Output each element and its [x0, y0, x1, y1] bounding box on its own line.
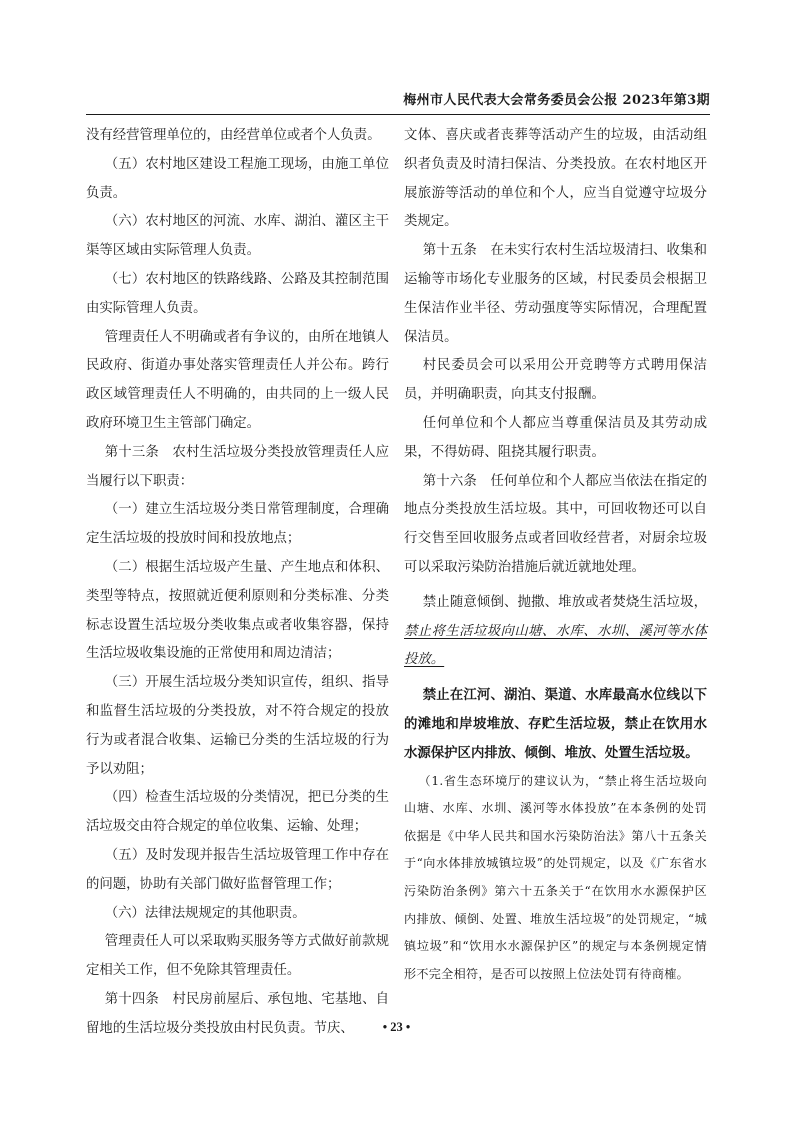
- paragraph: （四）检查生活垃圾的分类情况，把已分类的生活垃圾交由符合规定的单位收集、运输、处理；: [86, 790, 389, 835]
- article-16: 第十六条 任何单位和个人都应当依法在指定的地点分类投放生活垃圾。其中，可回收物还可以自行交售至回收服务点或者回收经营者，对厨余垃圾可以采取污染防治措施后就近就地处理。: [404, 473, 707, 575]
- paragraph: 没有经营管理单位的，由经营单位或者个人负责。: [86, 128, 381, 143]
- right-column: [404, 122, 707, 988]
- bold-paragraph: 禁止在江河、湖泊、渠道、水库最高水位线以下的滩地和岸坡堆放、存贮生活垃圾，禁止在饮用水水源保护区内排放、倾倒、堆放、处置生活垃圾。: [404, 687, 707, 761]
- paragraph: （七）农村地区的铁路线路、公路及其控制范围由实际管理人负责。: [86, 271, 389, 316]
- paragraph: （二）根据生活垃圾产生量、产生地点和体积、类型等特点，按照就近便利原则和分类标准、分类标志设置生活垃圾分类收集点或者收集容器，保持生活垃圾收集设施的正常使用和周边清洁；: [86, 559, 389, 662]
- page-number: • 23 •: [382, 1020, 411, 1034]
- paragraph: （六）农村地区的河流、水库、湖泊、灌区主干渠等区域由实际管理人负责。: [86, 214, 389, 259]
- article-13: 第十三条 农村生活垃圾分类投放管理责任人应当履行以下职责：: [86, 444, 389, 489]
- article-14: 第十四条 村民房前屋后、承包地、宅基地、自留地的生活垃圾分类投放由村民负责。节庆、: [86, 991, 389, 1036]
- paragraph: 管理责任人不明确或者有争议的，由所在地镇人民政府、街道办事处落实管理责任人并公布。跨行政区域管理责任人不明确的，由共同的上一级人民政府环境卫生主管部门确定。: [86, 329, 389, 431]
- paragraph-text: 禁止随意倾倒、抛撒、堆放或者焚烧生活垃圾，: [422, 594, 707, 610]
- page-header: 梅州市人民代表大会常务委员会公报 2023年第3期: [403, 93, 710, 108]
- paragraph: （一）建立生活垃圾分类日常管理制度，合理确定生活垃圾的投放时间和投放地点；: [86, 502, 389, 547]
- left-column: [86, 122, 389, 1044]
- paragraph: 村民委员会可以采用公开竞聘等方式聘用保洁员，并明确职责，向其支付报酬。: [404, 358, 707, 403]
- paragraph-amended: [404, 589, 707, 675]
- paragraph: （五）农村地区建设工程施工现场，由施工单位负责。: [86, 156, 389, 201]
- emphasized-text: 禁止将生活垃圾向山塘、水库、水圳、溪河等水体投放。: [404, 623, 707, 668]
- paragraph: 文体、喜庆或者丧葬等活动产生的垃圾，由活动组织者负责及时清扫保洁、分类投放。在农村地区开展旅游等活动的单位和个人，应当自觉遵守垃圾分类规定。: [404, 128, 707, 230]
- paragraph: （六）法律法规规定的其他职责。: [104, 905, 306, 921]
- article-15: 第十五条 在未实行农村生活垃圾清扫、收集和运输等市场化专业服务的区域，村民委员会根据卫生保洁作业半径、劳动强度等实际情况，合理配置保洁员。: [404, 243, 707, 345]
- header-divider: [86, 114, 710, 115]
- annotation-note: （1.省生态环境厅的建议认为，“禁止将生活垃圾向山塘、水库、水圳、溪河等水体投放”在本条例的处罚依据是《中华人民共和国水污染防治法》第八十五条关于“向水体排放城镇垃圾”的处罚规定，以及《广东省水污染防治条例》第六十五条关于“在饮用水水源保护区内排放、倾倒、处置、堆放生活垃圾”的处罚规定，“城镇垃圾”和“饮用水水源保护区”的规定与本条例规定情形不完全相符，是否可以按照上位法处罚有待商榷。: [404, 773, 707, 981]
- paragraph: 管理责任人可以采取购买服务等方式做好前款规定相关工作，但不免除其管理责任。: [86, 934, 389, 979]
- paragraph: （五）及时发现并报告生活垃圾管理工作中存在的问题，协助有关部门做好监督管理工作；: [86, 847, 389, 892]
- paragraph: 任何单位和个人都应当尊重保洁员及其劳动成果，不得妨碍、阻挠其履行职责。: [404, 415, 707, 460]
- paragraph: （三）开展生活垃圾分类知识宣传，组织、指导和监督生活垃圾的分类投放，对不符合规定的投放行为或者混合收集、运输已分类的生活垃圾的行为予以劝阻；: [86, 675, 389, 777]
